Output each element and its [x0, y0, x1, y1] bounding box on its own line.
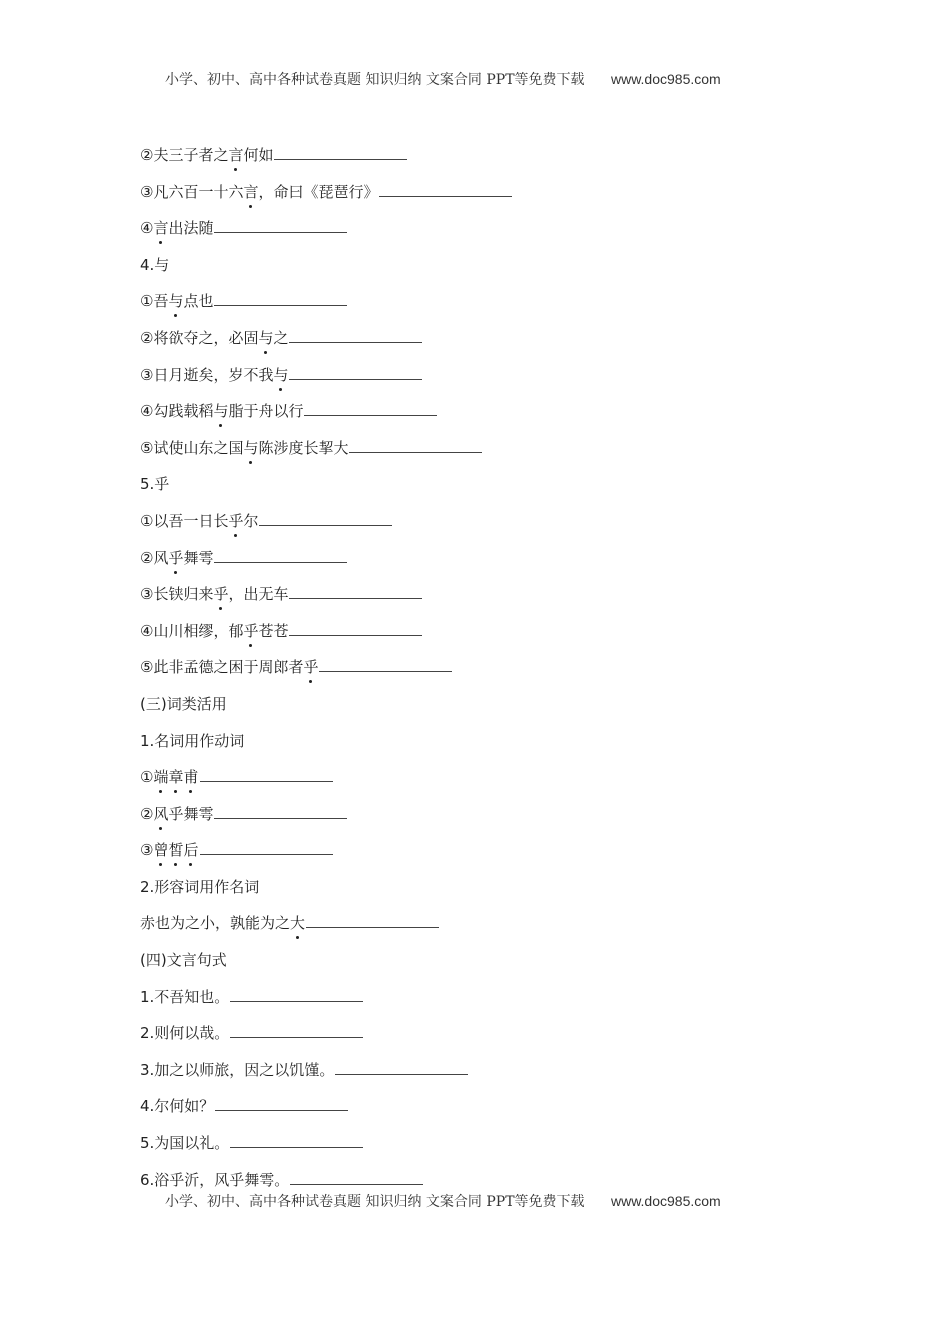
- emphasis-dot-char: 与: [213, 399, 228, 423]
- exercise-line: [140, 399, 840, 436]
- line-text-tail: ，出无车: [228, 585, 289, 604]
- emphasis-dot-char: 乎: [303, 655, 318, 679]
- line-text-tail: 苍苍: [258, 621, 289, 640]
- line-text: ⑤此非孟德之困于周郎者: [140, 658, 304, 677]
- line-text: ③长铗归来: [140, 585, 214, 604]
- emphasized-word: [168, 292, 183, 310]
- answer-blank[interactable]: [290, 1170, 423, 1185]
- line-text: ③凡六百一十六: [140, 182, 244, 201]
- emphasized-word: [228, 146, 243, 164]
- section-heading: [140, 253, 840, 290]
- emphasized-word: [213, 402, 228, 420]
- emphasized-word: [243, 622, 258, 640]
- answer-blank[interactable]: [214, 291, 347, 306]
- exercise-line: [140, 802, 840, 839]
- line-text: ③日月逝矣，岁不我: [140, 365, 274, 384]
- line-text-tail: ，命曰《琵琶行》: [258, 182, 379, 201]
- footer-text: 小学、初中、高中各种试卷真题 知识归纳 文案合同 PPT等免费下载: [165, 1194, 585, 1210]
- answer-blank[interactable]: [214, 804, 347, 819]
- emphasis-dot-char: 与: [273, 363, 288, 387]
- section-heading: [140, 948, 840, 985]
- exercise-line: [140, 582, 840, 619]
- line-text: (三)词类活用: [140, 694, 227, 713]
- line-text: ①: [140, 768, 154, 787]
- page-header: [165, 69, 850, 89]
- emphasis-dot-char: 甫: [183, 765, 198, 789]
- answer-blank[interactable]: [289, 584, 422, 599]
- section-heading: [140, 729, 840, 766]
- section-heading: [140, 472, 840, 509]
- exercise-line: [140, 509, 840, 546]
- exercise-line: [140, 619, 840, 656]
- line-text-tail: 陈涉度长挈大: [258, 438, 349, 457]
- line-text: 3.加之以师旅，因之以饥馑。: [140, 1060, 335, 1079]
- emphasis-dot-char: 与: [258, 326, 273, 350]
- exercise-line: [140, 1058, 840, 1095]
- emphasized-word: [290, 914, 305, 932]
- exercise-line: [140, 985, 840, 1022]
- line-text: ⑤试使山东之国: [140, 438, 244, 457]
- line-text: ④山川相缪，郁: [140, 621, 244, 640]
- line-text-tail: 之: [273, 328, 289, 347]
- emphasis-dot-char: 乎: [168, 546, 183, 570]
- exercise-line: [140, 1094, 840, 1131]
- exercise-line: [140, 838, 840, 875]
- line-text: ②风: [140, 548, 169, 567]
- answer-blank[interactable]: [274, 145, 407, 160]
- emphasized-word: [243, 439, 258, 457]
- exercise-line: [140, 143, 840, 180]
- answer-blank[interactable]: [349, 438, 482, 453]
- answer-blank[interactable]: [335, 1060, 468, 1075]
- emphasized-word: [303, 658, 318, 676]
- answer-blank[interactable]: [200, 840, 333, 855]
- answer-blank[interactable]: [214, 548, 347, 563]
- emphasis-dot-char: 端: [153, 765, 168, 789]
- exercise-line: [140, 765, 840, 802]
- exercise-line: [140, 363, 840, 400]
- line-text: ②: [140, 804, 154, 823]
- line-text: 1.不吾知也。: [140, 987, 230, 1006]
- line-text: 赤也为之小，孰能为之: [140, 914, 291, 933]
- exercise-line: [140, 1021, 840, 1058]
- answer-blank[interactable]: [214, 218, 347, 233]
- answer-blank[interactable]: [289, 328, 422, 343]
- exercise-line: [140, 911, 840, 948]
- emphasized-word: [153, 768, 198, 786]
- answer-blank[interactable]: [215, 1096, 348, 1111]
- footer-url[interactable]: www.doc985.com: [610, 1193, 721, 1209]
- emphasized-word: [258, 329, 273, 347]
- emphasis-dot-char: 与: [168, 289, 183, 313]
- line-text: 5.乎: [140, 475, 170, 494]
- header-url[interactable]: www.doc985.com: [610, 71, 721, 87]
- line-text: 1.名词用作动词: [140, 731, 245, 750]
- exercise-line: [140, 1131, 840, 1168]
- page-footer: [165, 1191, 850, 1211]
- line-text: ②夫三子者之: [140, 146, 229, 164]
- answer-blank[interactable]: [304, 401, 437, 416]
- line-text-tail: 尔: [243, 511, 259, 530]
- line-text: 5.为国以礼。: [140, 1134, 230, 1153]
- emphasis-dot-char: 言: [153, 216, 168, 240]
- answer-blank[interactable]: [200, 767, 333, 782]
- line-text: ②将欲夺之，必固: [140, 328, 259, 347]
- answer-blank[interactable]: [259, 511, 392, 526]
- emphasized-word: [213, 585, 228, 603]
- answer-blank[interactable]: [230, 1023, 363, 1038]
- emphasized-word: [168, 549, 183, 567]
- emphasized-word: [273, 366, 288, 384]
- exercise-line: [140, 655, 840, 692]
- line-text: ④勾践载稻: [140, 402, 214, 421]
- answer-blank[interactable]: [306, 913, 439, 928]
- line-text-tail: 脂于舟以行: [228, 402, 304, 421]
- line-text: ④: [140, 219, 154, 238]
- emphasis-dot-char: 言: [243, 180, 258, 204]
- line-text: 2.形容词用作名词: [140, 877, 260, 896]
- line-text: (四)文言句式: [140, 951, 227, 970]
- document-body: [140, 143, 840, 1204]
- line-text-tail: 点也: [183, 292, 214, 311]
- emphasis-dot-char: 章: [168, 765, 183, 789]
- answer-blank[interactable]: [289, 621, 422, 636]
- exercise-line: [140, 180, 840, 217]
- emphasized-word: [153, 805, 168, 823]
- line-text: 4.尔何如？: [140, 1097, 215, 1116]
- exercise-line: [140, 546, 840, 583]
- section-heading: [140, 692, 840, 729]
- line-text-tail: 舞雩: [183, 548, 214, 567]
- exercise-line: [140, 436, 840, 473]
- answer-blank[interactable]: [230, 987, 363, 1002]
- answer-blank[interactable]: [379, 182, 512, 197]
- answer-blank[interactable]: [289, 365, 422, 380]
- header-text: 小学、初中、高中各种试卷真题 知识归纳 文案合同 PPT等免费下载: [165, 72, 585, 88]
- line-text-tail: 乎舞雩: [168, 804, 214, 823]
- exercise-line: [140, 289, 840, 326]
- exercise-line: [140, 326, 840, 363]
- emphasis-dot-char: 乎: [228, 509, 243, 533]
- emphasized-word: [153, 841, 198, 859]
- emphasis-dot-char: 后: [183, 838, 198, 862]
- exercise-line: [140, 216, 840, 253]
- line-text: 2.则何以哉。: [140, 1024, 230, 1043]
- line-text-tail: 何如: [243, 146, 274, 164]
- emphasis-dot-char: 乎: [213, 582, 228, 606]
- section-heading: [140, 875, 840, 912]
- line-text-tail: 出法随: [168, 219, 214, 238]
- emphasis-dot-char: 与: [243, 436, 258, 460]
- line-text: 6.浴乎沂，风乎舞雩。: [140, 1170, 290, 1189]
- emphasis-dot-char: 大: [290, 911, 305, 935]
- emphasized-word: [228, 512, 243, 530]
- emphasized-word: [243, 183, 258, 201]
- emphasis-dot-char: 皙: [168, 838, 183, 862]
- emphasized-word: [153, 219, 168, 237]
- emphasis-dot-char: 风: [153, 802, 168, 826]
- emphasis-dot-char: 乎: [243, 619, 258, 643]
- line-text: ①以吾一日长: [140, 511, 229, 530]
- emphasis-dot-char: 言: [228, 143, 243, 167]
- line-text: ①吾: [140, 292, 169, 311]
- line-text: 4.与: [140, 255, 170, 274]
- emphasis-dot-char: 曾: [153, 838, 168, 862]
- answer-blank[interactable]: [230, 1133, 363, 1148]
- answer-blank[interactable]: [319, 657, 452, 672]
- line-text: ③: [140, 841, 154, 860]
